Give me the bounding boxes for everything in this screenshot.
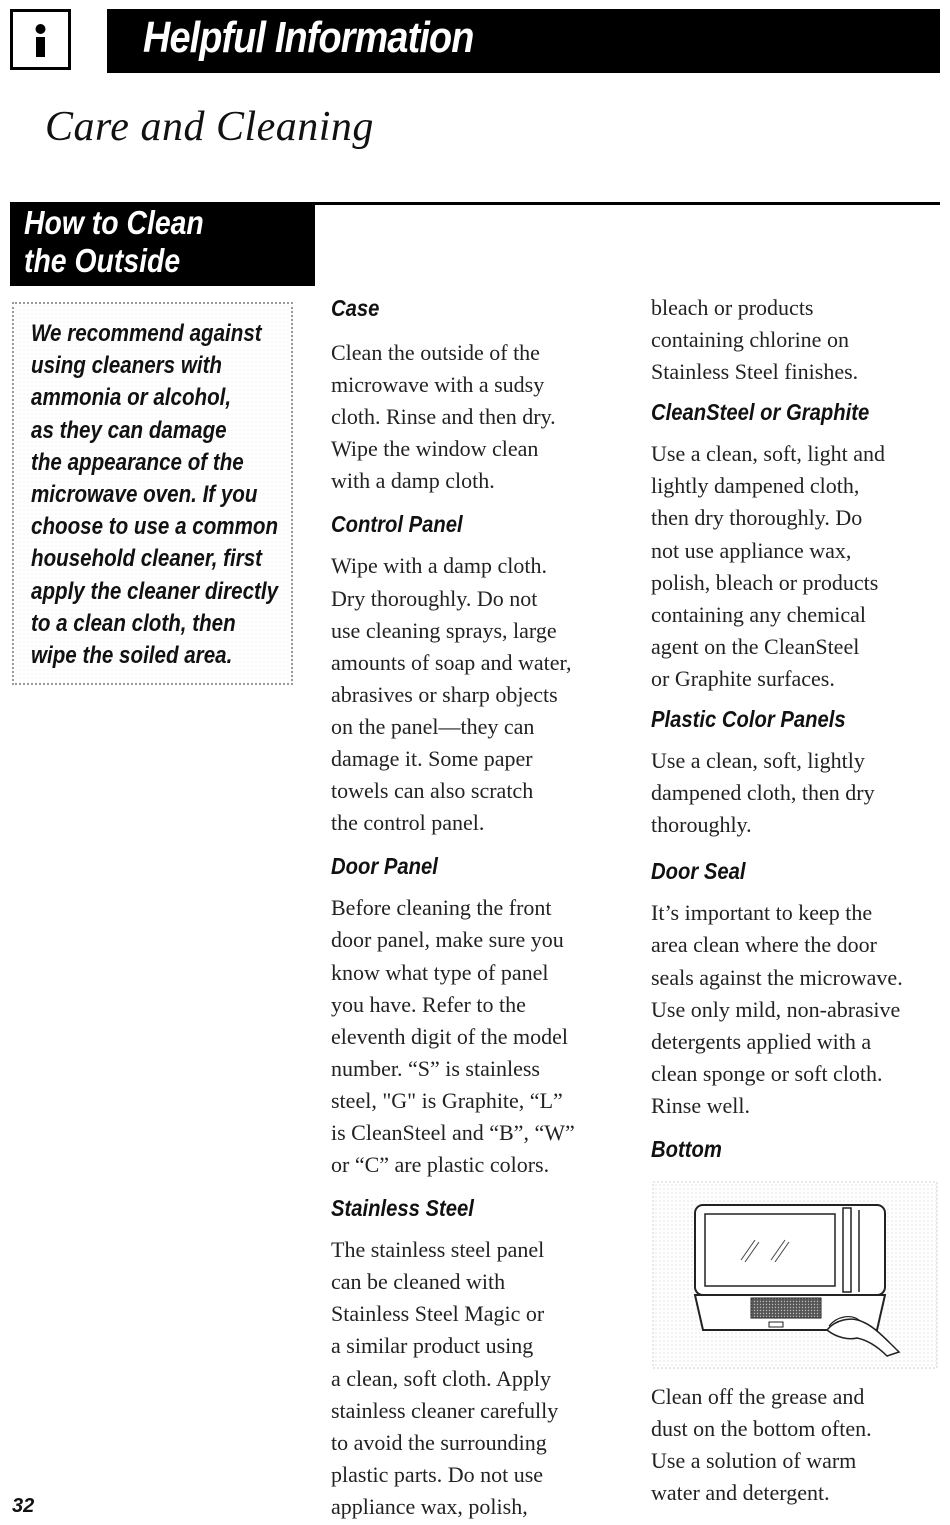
text-line: plastic parts. Do not use bbox=[331, 1461, 544, 1487]
subsection-title bbox=[24, 204, 204, 280]
column-left bbox=[331, 292, 631, 1523]
text-line: amounts of soap and water, bbox=[331, 649, 572, 675]
text-line: Wipe with a damp cloth. bbox=[331, 553, 548, 579]
header-bar bbox=[107, 9, 940, 73]
paragraph-stainless-steel bbox=[331, 1234, 631, 1523]
text-line: door panel, make sure you bbox=[331, 927, 564, 953]
subsection-title-line: How to Clean bbox=[24, 204, 204, 241]
text-line: eleventh digit of the model bbox=[331, 1023, 569, 1049]
paragraph-bottom bbox=[651, 1381, 946, 1509]
subsection-title-line: the Outside bbox=[24, 242, 181, 279]
text-line: a clean, soft cloth. Apply bbox=[331, 1365, 551, 1391]
text-line: Clean the outside of the bbox=[331, 340, 540, 365]
text-line: you have. Refer to the bbox=[331, 991, 526, 1017]
text-line: thoroughly. bbox=[651, 812, 752, 838]
paragraph-stainless-continued bbox=[651, 292, 946, 388]
text-line: is CleanSteel and “B”, “W” bbox=[331, 1119, 575, 1145]
text-line: water and detergent. bbox=[651, 1480, 830, 1506]
text-line: Rinse well. bbox=[651, 1092, 750, 1118]
heading-door-seal: Door Seal bbox=[651, 858, 746, 885]
text-line: cloth. Rinse and then dry. bbox=[331, 404, 556, 430]
text-line: lightly dampened cloth, bbox=[651, 473, 860, 499]
text-line: Stainless Steel Magic or bbox=[331, 1301, 545, 1327]
info-icon-glyph bbox=[13, 12, 68, 67]
section-title: Care and Cleaning bbox=[45, 104, 374, 150]
text-line: Wipe the window clean bbox=[331, 436, 539, 462]
paragraph-cleansteel bbox=[651, 438, 946, 695]
text-line: with a damp cloth. bbox=[331, 468, 495, 494]
warning-note bbox=[12, 302, 293, 685]
text-line: towels can also scratch bbox=[331, 778, 534, 804]
note-line: ammonia or alcohol, bbox=[31, 384, 232, 412]
note-line: wipe the soiled area. bbox=[31, 642, 233, 670]
heading-case: Case bbox=[331, 295, 380, 321]
text-line: microwave with a sudsy bbox=[331, 372, 545, 398]
text-line: Clean off the grease and bbox=[651, 1383, 865, 1409]
text-line: use cleaning sprays, large bbox=[331, 617, 557, 643]
text-line: containing any chemical bbox=[651, 601, 867, 627]
text-line: can be cleaned with bbox=[331, 1269, 506, 1295]
text-line: on the panel—they can bbox=[331, 713, 535, 739]
text-line: Use a clean, soft, lightly bbox=[651, 748, 865, 774]
text-line: a similar product using bbox=[331, 1333, 534, 1359]
note-line: as they can damage bbox=[31, 416, 227, 444]
text-line: Dry thoroughly. Do not bbox=[331, 585, 538, 611]
paragraph-control-panel bbox=[331, 550, 631, 839]
text-line: appliance wax, polish, bbox=[331, 1493, 528, 1519]
note-line: household cleaner, first bbox=[31, 545, 263, 573]
text-line: clean sponge or soft cloth. bbox=[651, 1060, 883, 1086]
text-line: damage it. Some paper bbox=[331, 746, 533, 772]
note-line: choose to use a common bbox=[31, 513, 279, 541]
text-line: steel, "G" is Graphite, “L” bbox=[331, 1087, 563, 1113]
text-line: area clean where the door bbox=[651, 932, 877, 958]
text-line: bleach or products bbox=[651, 295, 814, 320]
text-line: or Graphite surfaces. bbox=[651, 665, 835, 691]
paragraph-door-panel bbox=[331, 892, 631, 1181]
page-number: 32 bbox=[12, 1495, 35, 1517]
heading-bottom: Bottom bbox=[651, 1135, 722, 1162]
text-line: then dry thoroughly. Do bbox=[651, 505, 863, 531]
text-line: stainless cleaner carefully bbox=[331, 1397, 559, 1423]
text-line: Stainless Steel finishes. bbox=[651, 359, 859, 385]
text-line: It’s important to keep the bbox=[651, 900, 873, 926]
text-line: detergents applied with a bbox=[651, 1028, 872, 1054]
text-line: polish, bleach or products bbox=[651, 569, 879, 595]
text-line: Before cleaning the front bbox=[331, 895, 552, 921]
header-title: Helpful Information bbox=[143, 13, 474, 62]
text-line: containing chlorine on bbox=[651, 327, 849, 353]
text-line: to avoid the surrounding bbox=[331, 1429, 547, 1455]
text-line: number. “S” is stainless bbox=[331, 1055, 540, 1081]
microwave-bottom-illustration bbox=[651, 1180, 939, 1370]
note-line: We recommend against bbox=[31, 320, 262, 347]
note-line: using cleaners with bbox=[31, 352, 222, 380]
text-line: Use a solution of warm bbox=[651, 1448, 857, 1474]
text-line: the control panel. bbox=[331, 810, 485, 836]
heading-control-panel: Control Panel bbox=[331, 511, 463, 538]
text-line: know what type of panel bbox=[331, 959, 549, 985]
text-line: dust on the bottom often. bbox=[651, 1416, 872, 1442]
paragraph-plastic-color-panels bbox=[651, 745, 946, 841]
text-line: agent on the CleanSteel bbox=[651, 633, 860, 659]
text-line: abrasives or sharp objects bbox=[331, 681, 558, 707]
note-line: the appearance of the bbox=[31, 448, 244, 476]
heading-cleansteel: CleanSteel or Graphite bbox=[651, 399, 870, 426]
heading-stainless-steel: Stainless Steel bbox=[331, 1195, 474, 1222]
note-line: microwave oven. If you bbox=[31, 481, 258, 509]
text-line: dampened cloth, then dry bbox=[651, 780, 875, 806]
heading-door-panel: Door Panel bbox=[331, 853, 438, 880]
section-rule bbox=[315, 202, 940, 205]
text-line: or “C” are plastic colors. bbox=[331, 1152, 550, 1178]
note-line: to a clean cloth, then bbox=[31, 609, 236, 637]
paragraph-case bbox=[331, 337, 631, 497]
text-line: Use a clean, soft, light and bbox=[651, 441, 885, 467]
text-line: Use only mild, non-abrasive bbox=[651, 996, 901, 1022]
warning-note-text bbox=[31, 318, 291, 672]
subsection-banner bbox=[10, 202, 315, 286]
text-line: seals against the microwave. bbox=[651, 964, 903, 990]
text-line: The stainless steel panel bbox=[331, 1237, 545, 1263]
paragraph-door-seal bbox=[651, 897, 946, 1122]
note-line: apply the cleaner directly bbox=[31, 577, 279, 605]
heading-plastic-color-panels: Plastic Color Panels bbox=[651, 706, 846, 733]
text-line: not use appliance wax, bbox=[651, 537, 852, 563]
info-icon bbox=[10, 9, 71, 70]
